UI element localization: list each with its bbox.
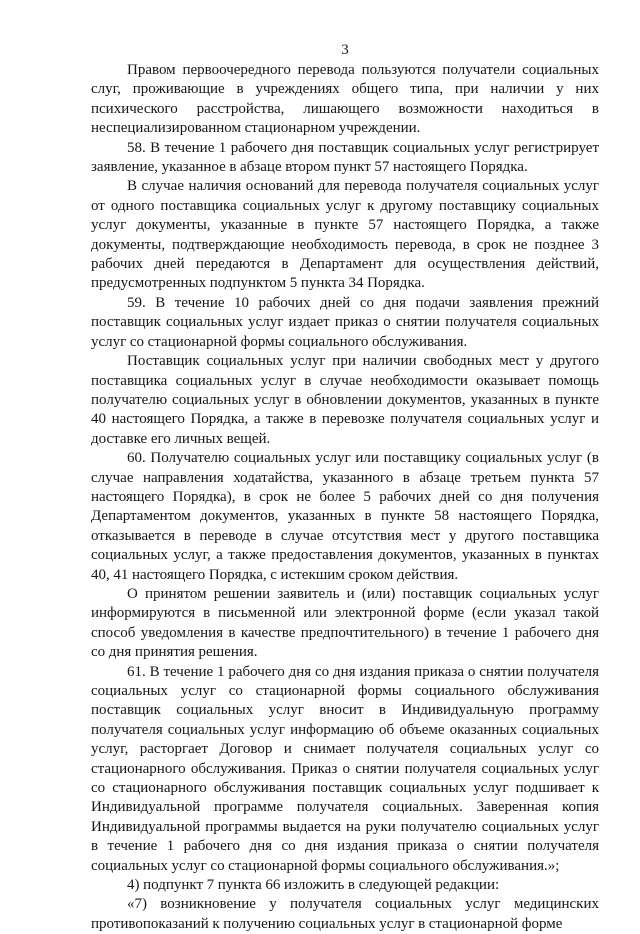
paragraph-58: 58. В течение 1 рабочего дня поставщик социальных услуг регистрирует заявление, указанное в абзаце втором пункт 57 настоящего Порядка. xyxy=(91,139,599,176)
paragraph-60: 60. Получателю социальных услуг или поставщику социальных услуг (в случае направления ходатайства, указанного в абзаце третьем пункта 57 настоящего Порядка), в срок не более 5 рабочих дней со дня получения Департаментом документов, указанных в пункте 58 настоящего Порядка, отказывается в переводе в случае отсутствия мест у другого поставщика социальных услуг, а также предоставления документов, указанных в пунктах 40, 41 настоящего Порядка, с истекшим сроком действия. xyxy=(91,450,599,583)
paragraph-61: 61. В течение 1 рабочего дня со дня издания приказа о снятии получателя социальных услуг со стационарной формы социального обслуживания поставщик социальных услуг вносит в Индивидуальную программу получателя социальных услуг информацию об объеме оказанных социальных услуг, расторгает Договор и снимает получателя социальных услуг со стационарного обслуживания. Приказ о снятии получателя социальных услуг со стационарного обслуживания поставщик социальных услуг подшивает к Индивидуальной программе получателя социальных. Заверенная копия Индивидуальной программы выдается на руки получателю социальных услуг в течение 1 рабочего дня со дня издания приказа о снятии получателя социальных услуг со стационарной формы социального обслуживания.»; xyxy=(91,663,599,874)
paragraph-amendment-4: 4) подпункт 7 пункта 66 изложить в следующей редакции: xyxy=(127,877,500,894)
document-body xyxy=(91,61,599,934)
paragraph-60-notification: О принятом решении заявитель и (или) поставщик социальных услуг информируются в письменной или электронной форме (если указал такой способ уведомления в качестве предпочтительного) в течение 1 рабочего дня со дня принятия решения. xyxy=(91,585,599,661)
page-number: 3 xyxy=(341,42,349,58)
paragraph-amendment-4-item-7: «7) возникновение у получателя социальных услуг медицинских противопоказаний к получению социальных услуг в стационарной форме xyxy=(91,896,599,932)
paragraph-58-transfer-grounds: В случае наличия оснований для перевода получателя социальных услуг от одного поставщика социальных услуг к другому поставщику социальных услуг документы, указанные в пункте 57 настоящего Порядка, а также документы, подтверждающие необходимость перевода, в срок не позднее 3 рабочих дней передаются в Департамент для осуществления действий, предусмотренных подпунктом 5 пункта 34 Порядка. xyxy=(91,178,599,292)
paragraph-59-provider-assistance: Поставщик социальных услуг при наличии свободных мест у другого поставщика социальных услуг в случае необходимости оказывает помощь получателю социальных услуг в обновлении документов, указанных в пункте 40 настоящего Порядка, а также в перевозке получателя социальных услуг и доставке его личных вещей. xyxy=(91,353,599,447)
paragraph-priority-transfer: Правом первоочередного перевода пользуются получатели социальных слуг, проживающие в учреждениях общего типа, при наличии у них психического расстройства, лишающего возможности находиться в неспециализированном стационарном учреждении. xyxy=(91,62,599,137)
paragraph-59: 59. В течение 10 рабочих дней со дня подачи заявления прежний поставщик социальных услуг издает приказ о снятии получателя социальных услуг со стационарной формы социального обслуживания. xyxy=(91,294,599,350)
